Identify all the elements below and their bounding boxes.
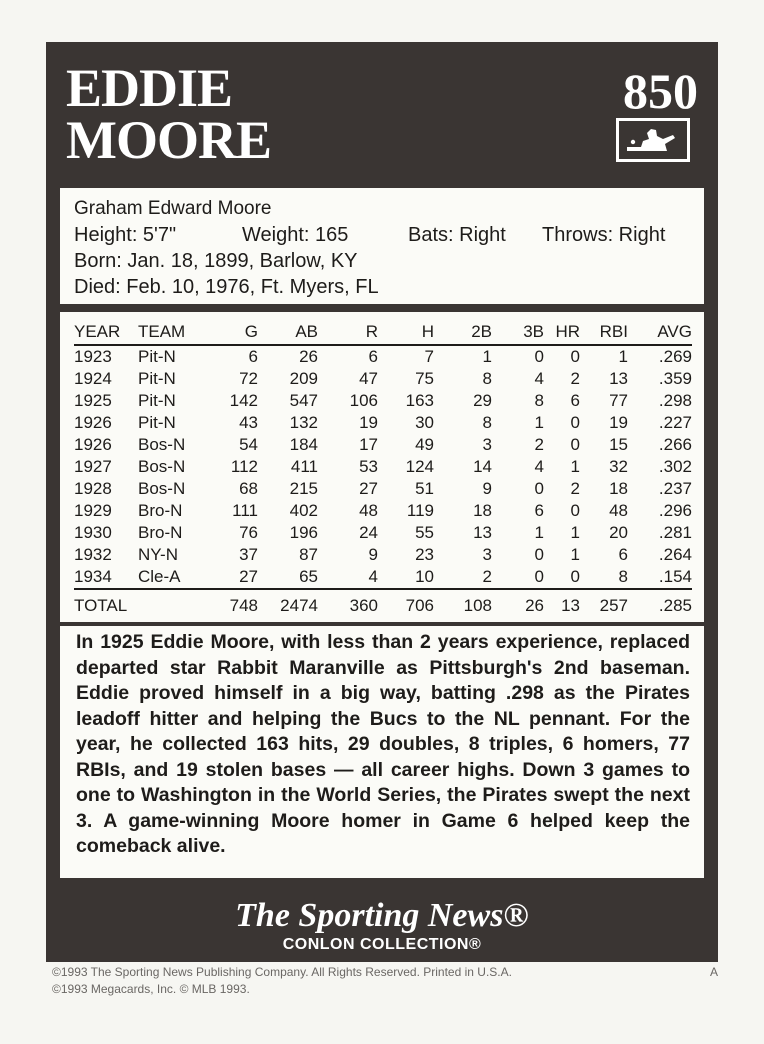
stats-row	[74, 478, 692, 500]
stats-total-row	[74, 589, 692, 620]
stats-cell: 4	[534, 457, 544, 476]
height: Height: 5'7"	[74, 224, 177, 246]
bio-panel	[60, 188, 704, 304]
stats-cell: 6	[534, 501, 544, 520]
stats-total-cell: 108	[434, 589, 492, 620]
stats-cell: 14	[473, 457, 492, 476]
stats-cell: .302	[658, 457, 692, 476]
stats-cell: 1926	[74, 413, 112, 432]
stats-total-cell: 257	[580, 589, 628, 620]
stats-cell: .154	[658, 567, 692, 586]
stats-cell: 142	[229, 391, 258, 410]
stats-cell: 87	[299, 545, 318, 564]
stats-cell: 27	[239, 567, 258, 586]
stats-cell: 184	[289, 435, 318, 454]
stats-cell: 1	[534, 523, 544, 542]
stats-cell: 13	[473, 523, 492, 542]
stats-cell: 8	[534, 391, 544, 410]
stats-cell: 72	[239, 369, 258, 388]
stats-cell: 47	[359, 369, 378, 388]
stats-total-cell: 2474	[258, 589, 318, 620]
stats-row	[74, 456, 692, 478]
stats-cell: 13	[609, 369, 628, 388]
stats-cell: 1930	[74, 523, 112, 542]
stats-cell: 2	[534, 435, 544, 454]
stats-cell: 1923	[74, 347, 112, 366]
stats-row	[74, 522, 692, 544]
stats-cell: .298	[658, 391, 692, 410]
stats-cell: 124	[405, 457, 434, 476]
conlon-collection: CONLON COLLECTION®	[282, 936, 482, 953]
stats-cell: .264	[658, 545, 692, 564]
stats-cell: 51	[415, 479, 434, 498]
stats-cell: 48	[359, 501, 378, 520]
footer	[46, 884, 718, 962]
stats-cell: .359	[658, 369, 692, 388]
career-blurb: In 1925 Eddie Moore, with less than 2 years experience, replaced departed star Rabbit Maranville as Pittsburgh's 2nd baseman. Eddie proved himself in a big way, batting .298 as the Pirates leadoff hitter and helping the Bucs to the NL pennant. For the year, he collected 163 hits, 29 doubles, 8 triples, 6 homers, 77 RBIs, and 19 stolen bases — all career highs. Down 3 games to one to Washington in the World Series, the Pirates swept the next 3. A game-winning Moore homer in Game 6 helped keep the comeback alive.	[60, 626, 704, 878]
stats-cell: 76	[239, 523, 258, 542]
stats-cell: 4	[534, 369, 544, 388]
stats-cell: 8	[482, 413, 492, 432]
stats-cell: 55	[415, 523, 434, 542]
stats-cell: Bro-N	[138, 501, 183, 520]
stats-cell: 53	[359, 457, 378, 476]
stats-cell: 196	[289, 523, 318, 542]
stats-header-cell: AB	[258, 320, 318, 345]
player-first-name: EDDIE	[66, 58, 233, 118]
stats-total-cell: 13	[544, 589, 580, 620]
stats-cell: 1934	[74, 567, 112, 586]
stats-cell: 9	[368, 545, 378, 564]
stats-row	[74, 390, 692, 412]
stats-header-cell: 3B	[492, 320, 544, 345]
stats-cell: 6	[570, 391, 580, 410]
stats-header-row	[74, 320, 692, 345]
stats-header-cell: G	[204, 320, 258, 345]
player-last-name: MOORE	[66, 110, 271, 170]
stats-cell: 119	[406, 501, 434, 520]
stats-cell: 15	[609, 435, 628, 454]
stats-cell: 27	[359, 479, 378, 498]
stats-cell: 68	[239, 479, 258, 498]
stats-cell: Bos-N	[138, 435, 186, 454]
stats-cell: 0	[570, 567, 580, 586]
stats-cell: .237	[658, 479, 692, 498]
card-back	[46, 42, 718, 962]
stats-total-cell: 26	[492, 589, 544, 620]
stats-cell: 402	[289, 501, 318, 520]
stats-cell: NY-N	[138, 545, 178, 564]
stats-cell: 112	[230, 457, 258, 476]
stats-cell: 77	[609, 391, 628, 410]
stats-cell: 19	[359, 413, 378, 432]
stats-cell: 411	[290, 457, 318, 476]
stats-cell: 8	[482, 369, 492, 388]
stats-cell: 0	[570, 413, 580, 432]
stats-cell: 106	[349, 391, 378, 410]
stats-cell: Pit-N	[138, 413, 176, 432]
physical-row	[74, 222, 704, 248]
stats-total-cell: 706	[378, 589, 434, 620]
stats-cell: 1	[570, 457, 580, 476]
stats-cell: 43	[239, 413, 258, 432]
stats-cell: .281	[658, 523, 692, 542]
stats-cell: 1924	[74, 369, 112, 388]
print-code: A	[709, 965, 718, 979]
stats-cell: Cle-A	[138, 567, 181, 586]
stats-cell: 163	[405, 391, 434, 410]
stats-header-cell: AVG	[628, 320, 692, 345]
stats-cell: 8	[618, 567, 628, 586]
stats-header-cell: HR	[544, 320, 580, 345]
stats-cell: 7	[424, 347, 434, 366]
stats-cell: 1	[570, 523, 580, 542]
weight: Weight: 165	[242, 224, 349, 246]
stats-header-cell: 2B	[434, 320, 492, 345]
card-number: 850	[623, 63, 698, 119]
stats-row	[74, 434, 692, 456]
stats-cell: .266	[658, 435, 692, 454]
stats-cell: 3	[482, 435, 492, 454]
stats-cell: 24	[359, 523, 378, 542]
stats-cell: 6	[248, 347, 258, 366]
stats-cell: 0	[570, 501, 580, 520]
stats-cell: 4	[368, 567, 378, 586]
stats-cell: Bos-N	[138, 457, 186, 476]
stats-body	[74, 345, 692, 620]
copyright-line-2: ©1993 Megacards, Inc. © MLB 1993.	[52, 982, 250, 996]
card-header	[46, 42, 718, 188]
stats-cell: 1927	[74, 457, 112, 476]
stats-cell: 75	[415, 369, 434, 388]
stats-cell: Pit-N	[138, 391, 176, 410]
stats-cell: 37	[239, 545, 258, 564]
stats-header-cell: R	[318, 320, 378, 345]
stats-total-cell: TOTAL	[74, 589, 138, 620]
stats-cell: 132	[289, 413, 318, 432]
stats-row	[74, 412, 692, 434]
stats-cell: 65	[299, 567, 318, 586]
stats-cell: 111	[232, 501, 258, 520]
stats-cell: 49	[415, 435, 434, 454]
stats-row	[74, 566, 692, 589]
stats-cell: 18	[473, 501, 492, 520]
stats-cell: Pit-N	[138, 369, 176, 388]
stats-header-cell: YEAR	[74, 320, 138, 345]
stats-cell: 547	[289, 391, 318, 410]
throws: Throws: Right	[542, 224, 666, 246]
stats-cell: 54	[239, 435, 258, 454]
legal-text	[52, 964, 724, 998]
stats-total-cell	[138, 589, 204, 620]
stats-cell: .269	[658, 347, 692, 366]
stats-cell: 9	[482, 479, 492, 498]
stats-cell: Bro-N	[138, 523, 183, 542]
stats-cell: 0	[534, 545, 544, 564]
stats-cell: 1925	[74, 391, 112, 410]
stats-header-cell: RBI	[580, 320, 628, 345]
stats-row	[74, 345, 692, 368]
stats-cell: 29	[473, 391, 492, 410]
stats-cell: 209	[289, 369, 318, 388]
stats-cell: 23	[415, 545, 434, 564]
stats-cell: Bos-N	[138, 479, 186, 498]
sporting-news-logo: The Sporting News®	[235, 897, 529, 934]
born: Born: Jan. 18, 1899, Barlow, KY	[74, 250, 358, 272]
stats-panel	[60, 312, 704, 622]
stats-cell: 1926	[74, 435, 112, 454]
stats-total-cell: 748	[204, 589, 258, 620]
stats-header-cell: TEAM	[138, 320, 204, 345]
player-name	[66, 58, 271, 170]
stats-cell: 0	[570, 435, 580, 454]
stats-cell: 3	[482, 545, 492, 564]
stats-cell: 26	[299, 347, 318, 366]
mlb-logo-icon	[616, 118, 690, 162]
copyright-line-1: ©1993 The Sporting News Publishing Company. All Rights Reserved. Printed in U.S.A.	[52, 965, 512, 979]
stats-cell: 1	[482, 347, 492, 366]
stats-cell: 1	[534, 413, 544, 432]
stats-header-cell: H	[378, 320, 434, 345]
stats-cell: 0	[570, 347, 580, 366]
stats-cell: 215	[289, 479, 318, 498]
stats-cell: 20	[609, 523, 628, 542]
stats-cell: 1928	[74, 479, 112, 498]
stats-cell: 6	[368, 347, 378, 366]
stats-cell: 0	[534, 479, 544, 498]
stats-cell: 48	[609, 501, 628, 520]
stats-total-cell: .285	[628, 589, 692, 620]
stats-cell: 17	[359, 435, 378, 454]
bats: Bats: Right	[408, 224, 506, 246]
stats-total-cell: 360	[318, 589, 378, 620]
stats-cell: 18	[609, 479, 628, 498]
stats-cell: 32	[609, 457, 628, 476]
stats-cell: 1	[618, 347, 628, 366]
stats-cell: 1932	[74, 545, 112, 564]
stats-table	[74, 320, 692, 620]
stats-cell: 0	[534, 567, 544, 586]
stats-row	[74, 368, 692, 390]
stats-cell: 19	[609, 413, 628, 432]
stats-cell: .296	[658, 501, 692, 520]
stats-cell: 30	[415, 413, 434, 432]
stats-cell: 2	[570, 479, 580, 498]
stats-row	[74, 500, 692, 522]
stats-cell: 2	[570, 369, 580, 388]
died: Died: Feb. 10, 1976, Ft. Myers, FL	[74, 276, 379, 298]
full-name: Graham Edward Moore	[74, 198, 272, 219]
stats-cell: 1	[570, 545, 580, 564]
stats-cell: 2	[482, 567, 492, 586]
stats-cell: Pit-N	[138, 347, 176, 366]
stats-row	[74, 544, 692, 566]
stats-cell: 1929	[74, 501, 112, 520]
stats-cell: 0	[534, 347, 544, 366]
stats-cell: 6	[618, 545, 628, 564]
stats-cell: 10	[415, 567, 434, 586]
stats-cell: .227	[658, 413, 692, 432]
